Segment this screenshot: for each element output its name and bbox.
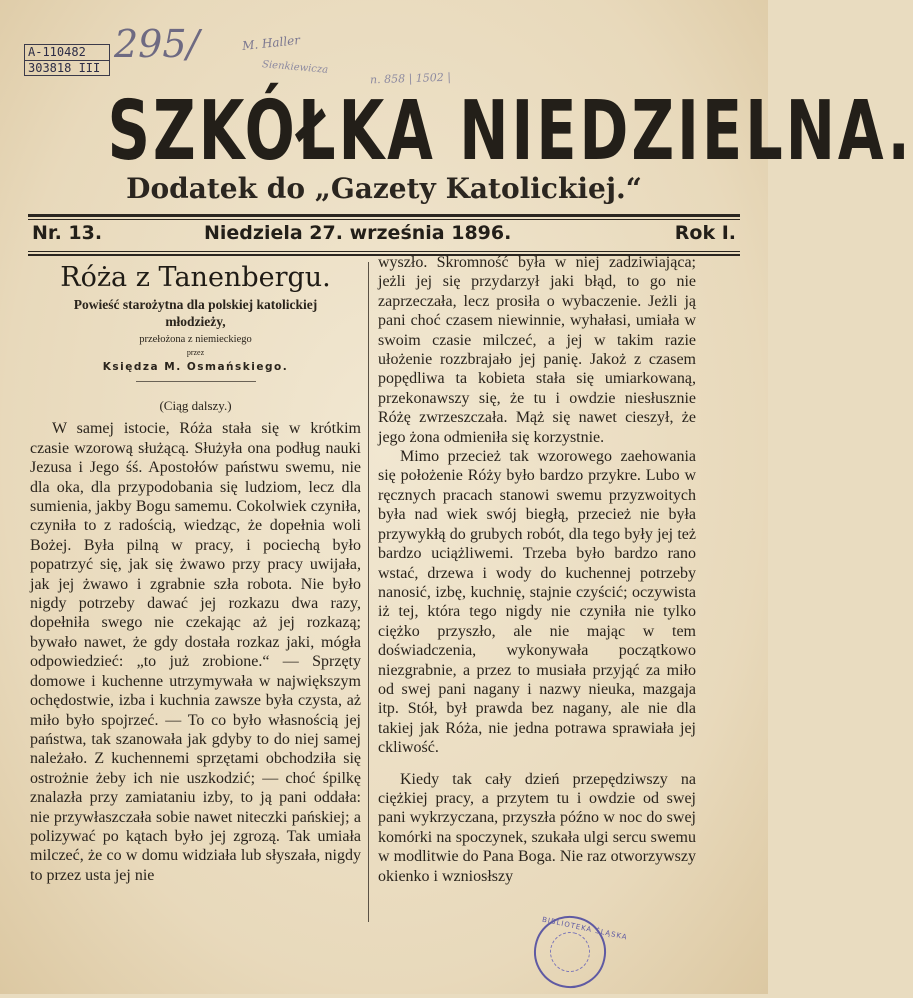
- archive-stamp-box: [24, 44, 110, 76]
- archive-box-line-1: A-110482: [28, 45, 86, 59]
- column-divider: [368, 262, 369, 922]
- article-subtitle: Powieść starożytna dla polskiej katolickiej młodzieży,: [73, 297, 318, 329]
- paragraph-gap: [378, 758, 696, 770]
- library-stamp-text: BIBLIOTEKA ŚLĄSKA: [541, 915, 629, 942]
- article-short-rule: [136, 381, 256, 382]
- issue-number: Nr. 13.: [32, 222, 103, 244]
- issue-year: Rok I.: [674, 222, 736, 244]
- article-translated-note: przełożona z niemieckiego: [139, 334, 252, 345]
- pencil-number: 295/: [114, 22, 200, 66]
- masthead-title: SZKÓŁKA NIEDZIELNA.: [107, 84, 913, 179]
- library-stamp-inner-ring: [546, 928, 593, 975]
- right-paragraph-3: Kiedy tak cały dzień przepędziwszy na ciężkiej pracy, a przytem tu i owdzie od swej pani wykrzyczana, przyszła późno w noc do swej komórki na spoczynek, szukała ulgi sercu swemu w modlitwie do Pana Boga. Nie raz otworzywszy okienko i wzniosłszy: [378, 770, 696, 885]
- left-column: [30, 262, 361, 885]
- article-author: Księdza M. Osmańskiego.: [102, 361, 289, 373]
- right-column: [378, 253, 696, 886]
- right-paragraph-1: wyszło. Skromność była w niej zadziwiająca; jeżli jej się przydarzył jaki błąd, to go nie zaprzeczała, lecz prosiła o wybaczenie. Jeżli ją pani choć czasem niewinnie, wyhałasi, umiała w swoim czasie milczeć, a jej w takim razie ułożenie rozzbrajało jej panię. Jakoż z czasem popędliwa ta kobieta stała się umiarkowaną, przekonawszy się, że tu i owdzie niesłusznie Różę zwrzeszczała. Mąż się nawet cieszył, że jego żona odmieniła się korzystnie.: [378, 254, 696, 446]
- left-paragraph: W samej istocie, Róża stała się w krótkim czasie wzorową służącą. Służyła ona podług nauki Jezusa i Jego śś. Apostołów państwu swemu, nie dla oka, dla przypodobania się ludziom, lecz dla sumienia, jakby Bogu samemu. Cokolwiek czyniła, czyniła to z radością, wiedząc, że dopełnia woli Bożej. Była pilną w pracy, i pociechą było popatrzyć się, jak się żwawo przy pracy uwijała, jak jej żwawo i zgrabnie szła robota. Nie było nigdy potrzeby dawać jej rozkazu dwa razy, dopełniła swego nie czekając aż jej rozkazą; bywało nawet, że gdy dostała rozkaz jaki, mógła odpowiedzieć: „to już zrobione.“ — Sprzęty domowe i kuchenne utrzymywała w największym ochędostwie, izba i kuchnia zawsze była czysta, aż miło było spojrzeć. — To co było własnością jej państwa, tak szanowała jak gdyby to do niej samej należało. Z kuchennemi sprzętami obchodziła się ostrożnie żeby ich nie uszkodzić; — choć śpilkę znalazła przy zamiataniu izby, to ją pani oddała: nie przywłaszczała sobie nawet niteczki pańskiej; a polizywać po kątach było jej zgrozą. Tak umiała milczeć, że co w domu widziała lub słyszała, nigdy to przez usta jej nie: [30, 420, 361, 884]
- issue-date: Niedziela 27. września 1896.: [204, 222, 512, 244]
- pencil-note-1: M. Haller: [241, 33, 301, 53]
- right-paragraph-2: Mimo przecież tak wzorowego zaehowania się położenie Róży było bardzo przykre. Lubo w ręcznych pracach stanowi swemu przyzwoitych była nad wiek swój biegłą, przecież nie była przywykłą do grubych robót, dla tego były jej też bardzo uciążliwemi. Trzeba było bardzo rano wstać, drzewa i wody do kuchennej potrzeby nanosić, izbę, kuchnię, stajnie czyścić; oczywista iż tej, która tego nigdy nie czyniła nie tylko ciężko przyszło, ale nie mając w tem doświadczenia, wykonywała początkowo niezgrabnie, a przez to musiała przyjąć za miło od swej pani nagany i nazwy nieuka, mazgaja itp. Stół, był prawda bez nagany, ale nie dla takiej jak Róża, nie jedna potrawa sprawiała jej ckliwość.: [378, 448, 696, 757]
- pencil-note-3: n. 858 | 1502 |: [369, 70, 452, 87]
- article-continued: (Ciąg dalszy.): [159, 398, 232, 413]
- pencil-note-2: Sienkiewicza: [261, 59, 329, 76]
- issue-info-line: [32, 220, 736, 250]
- library-stamp-seal: [527, 909, 629, 994]
- article-title: Róża z Tanenbergu.: [60, 262, 331, 293]
- article-by: przez: [186, 348, 205, 357]
- header-rule-bottom-thin: [28, 251, 740, 252]
- header-rule-top-thick: [28, 214, 740, 217]
- masthead-subtitle: Dodatek do „Gazety Katolickiej.“: [126, 172, 642, 205]
- archive-box-line-2: 303818 III: [25, 60, 109, 76]
